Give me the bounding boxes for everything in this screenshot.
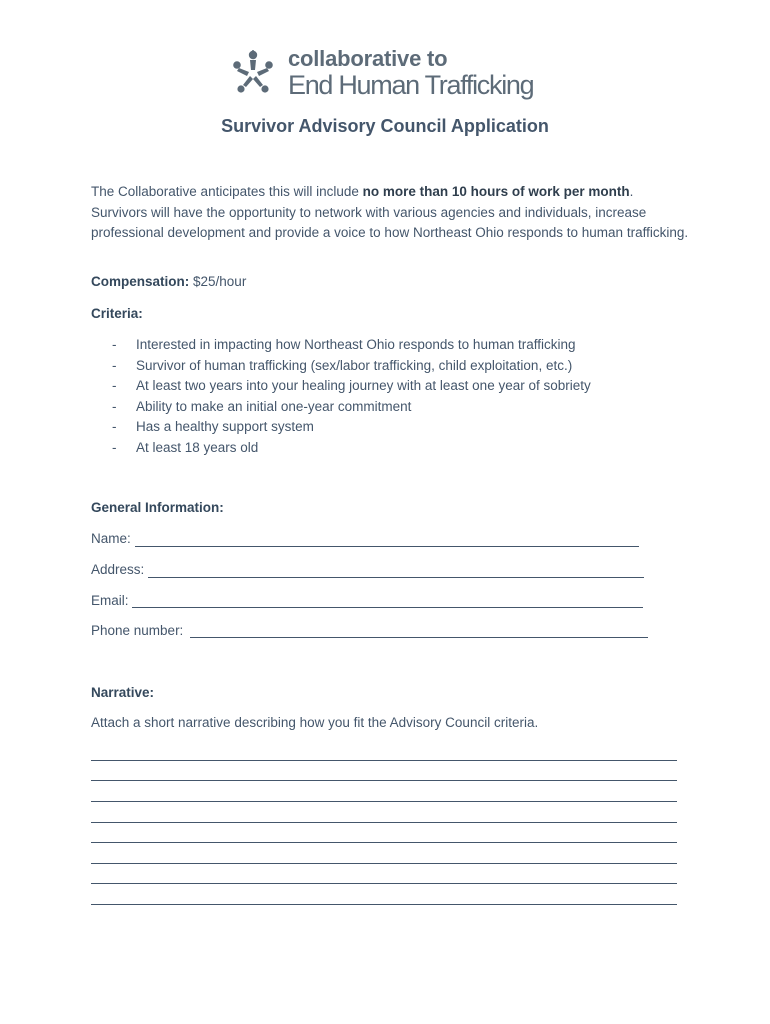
organization-logo — [229, 44, 549, 100]
criteria-item-text: Interested in impacting how Northeast Ohio responds to human trafficking — [136, 337, 576, 352]
narrative-line[interactable] — [91, 760, 677, 761]
criteria-item: - Survivor of human trafficking (sex/labor trafficking, child exploitation, etc.) — [112, 357, 573, 373]
logo-text-line1: collaborative to — [288, 46, 448, 71]
logo-people-star-icon — [229, 46, 277, 96]
compensation-row — [91, 274, 246, 289]
narrative-label: Narrative: — [91, 685, 155, 700]
page-title: Survivor Advisory Council Application — [221, 116, 549, 136]
intro-text-bold: no more than 10 hours of work per month — [362, 184, 630, 199]
intro-paragraph — [91, 182, 691, 244]
criteria-item-text: At least 18 years old — [136, 439, 259, 455]
narrative-line[interactable] — [91, 822, 677, 823]
phone-field[interactable] — [190, 637, 648, 638]
phone-field-label: Phone number: — [91, 623, 184, 638]
criteria-label: Criteria: — [91, 306, 143, 321]
narrative-line[interactable] — [91, 801, 677, 802]
criteria-item: - At least 18 years old — [112, 439, 259, 455]
criteria-list — [112, 335, 591, 459]
criteria-item: - Has a healthy support system — [112, 419, 314, 435]
criteria-item-text: Ability to make an initial one-year commitment — [136, 398, 412, 414]
narrative-line[interactable] — [91, 842, 677, 843]
narrative-line[interactable] — [91, 863, 677, 864]
narrative-line[interactable] — [91, 904, 677, 905]
criteria-item-text: Survivor of human trafficking (sex/labor trafficking, child exploitation, etc.) — [136, 357, 573, 373]
intro-text-end: . Survivors will have the opportunity to network with various agencies and individuals, increase professional development and provide a voice to how Northeast Ohio responds to human trafficking. — [91, 184, 689, 240]
criteria-item: - Ability to make an initial one-year commitment — [112, 398, 412, 414]
intro-text-start: The Collaborative anticipates this will include — [91, 184, 363, 199]
compensation-value: $25/hour — [189, 274, 247, 289]
criteria-item: - Interested in impacting how Northeast Ohio responds to human trafficking — [112, 337, 576, 352]
name-field[interactable] — [135, 546, 639, 547]
narrative-line[interactable] — [91, 883, 677, 884]
narrative-line[interactable] — [91, 780, 677, 781]
compensation-label: Compensation: — [91, 274, 190, 289]
general-information-label: General Information: — [91, 500, 224, 515]
email-field-label: Email: — [91, 593, 129, 608]
narrative-instruction: Attach a short narrative describing how you fit the Advisory Council criteria. — [91, 715, 539, 730]
criteria-item-text: Has a healthy support system — [136, 419, 314, 435]
logo-text-line2: End Human Trafficking — [288, 70, 534, 100]
email-field[interactable] — [132, 607, 643, 608]
criteria-item: - At least two years into your healing journey with at least one year of sobriety — [112, 378, 591, 394]
name-field-label: Name: — [91, 531, 131, 546]
criteria-item-text: At least two years into your healing journey with at least one year of sobriety — [136, 378, 591, 394]
address-field-label: Address: — [91, 562, 145, 577]
address-field[interactable] — [148, 577, 644, 578]
